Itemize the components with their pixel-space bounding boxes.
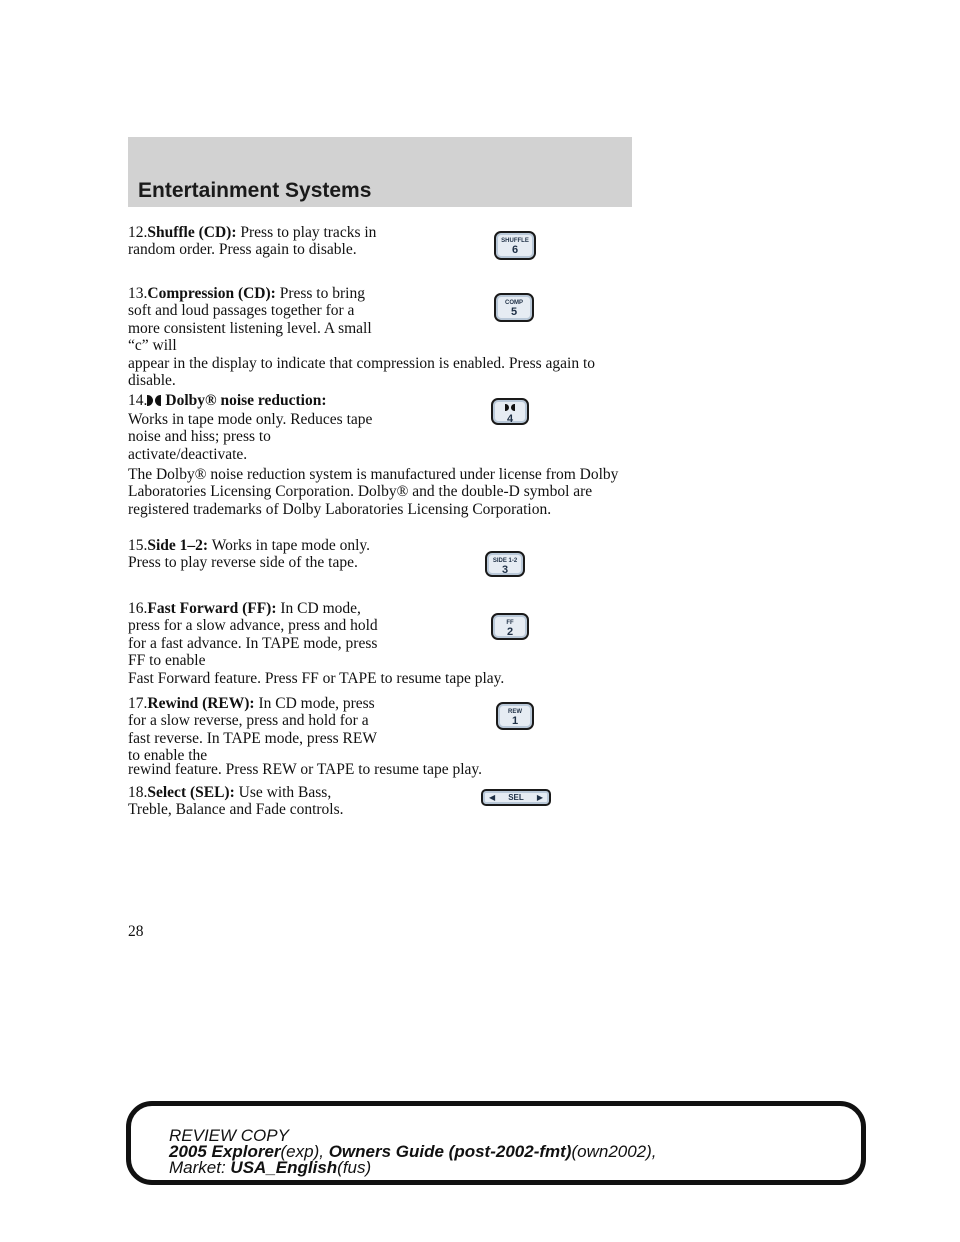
rew-1-button-icon: REW 1 <box>496 702 534 730</box>
item-shuffle <box>128 224 378 259</box>
review-copy-box <box>126 1101 866 1185</box>
market-name: USA_English <box>230 1158 338 1177</box>
item-description: Press to bring soft and loud passages together for a more consistent listening level. A small “c” will <box>128 285 372 355</box>
market-code: (fus) <box>337 1158 372 1177</box>
dolby-double-d-icon <box>505 404 515 411</box>
item-dolby-description: Works in tape mode only. Reduces tape noise and hiss; press to activate/deactivate. <box>128 411 373 463</box>
item-number: 12. <box>128 224 148 241</box>
item-term: Shuffle (CD): <box>147 224 237 241</box>
sel-button-icon: ◀ SEL ▶ <box>481 789 551 806</box>
model-name: 2005 Explorer <box>169 1142 281 1161</box>
item-description: In CD mode, press for a slow reverse, press and hold for a fast reverse. In TAPE mode, press REW to enable the <box>128 695 377 765</box>
right-arrow-icon: ▶ <box>536 793 543 802</box>
left-arrow-icon: ◀ <box>489 793 496 802</box>
market-label: Market: <box>169 1158 226 1177</box>
item-term: Side 1–2: <box>147 537 209 554</box>
item-number: 13. <box>128 285 148 302</box>
item-rewind <box>128 695 378 765</box>
item-number: 17. <box>128 695 148 712</box>
dolby-4-button-icon: 4 <box>491 398 529 425</box>
review-copy-label: REVIEW COPY <box>169 1126 289 1145</box>
section-title: Entertainment Systems <box>138 179 372 202</box>
guide-name: Owners Guide (post-2002-fmt) <box>328 1142 572 1161</box>
model-code: (exp) <box>280 1142 320 1161</box>
item-number: 16. <box>128 600 148 617</box>
comp-5-button-icon: COMP 5 <box>494 293 534 322</box>
shuffle-6-button-icon: SHUFFLE 6 <box>494 231 536 260</box>
page-number: 28 <box>128 923 144 940</box>
item-number: 14. <box>128 392 148 409</box>
item-description: Use with Bass, Treble, Balance and Fade controls. <box>128 784 344 819</box>
ff-2-button-icon: FF 2 <box>491 613 529 640</box>
guide-code: (own2002) <box>571 1142 652 1161</box>
item-compression <box>128 285 378 355</box>
item-term: Fast Forward (FF): <box>147 600 277 617</box>
side-3-button-icon: SIDE 1-2 3 <box>485 551 525 577</box>
dolby-double-d-icon <box>147 395 161 406</box>
item-select <box>128 784 378 819</box>
item-dolby-heading <box>128 392 638 409</box>
item-rewind-continued: rewind feature. Press REW or TAPE to resume tape play. <box>128 761 483 778</box>
item-description: Works in tape mode only. Press to play reverse side of the tape. <box>128 537 371 572</box>
item-term: Select (SEL): <box>147 784 235 801</box>
item-side <box>128 537 378 572</box>
item-number: 18. <box>128 784 148 801</box>
item-term: Compression (CD): <box>147 285 276 302</box>
review-copy-text: REVIEW COPY 2005 Explorer(exp), Owners Guide (post-2002-fmt)(own2002), Market: USA_English(fus) <box>169 1126 657 1177</box>
item-number: 15. <box>128 537 148 554</box>
section-header <box>128 137 632 207</box>
item-fast-forward-continued: Fast Forward feature. Press FF or TAPE to resume tape play. <box>128 670 505 687</box>
item-term: Dolby® noise reduction: <box>165 392 327 409</box>
item-term: Rewind (REW): <box>147 695 255 712</box>
item-fast-forward <box>128 600 378 670</box>
item-compression-continued: appear in the display to indicate that compression is enabled. Press again to disable. <box>128 355 596 390</box>
dolby-license-note: The Dolby® noise reduction system is manufactured under license from Dolby Laboratories Licensing Corporation. Dolby® and the double-D symbol are registered trademarks of Dolby Laboratories Licensing Corporation. <box>128 466 619 518</box>
item-description: Press to play tracks in random order. Press again to disable. <box>128 224 377 259</box>
item-description: In CD mode, press for a slow advance, press and hold for a fast advance. In TAPE mode, press FF to enable <box>128 600 378 670</box>
